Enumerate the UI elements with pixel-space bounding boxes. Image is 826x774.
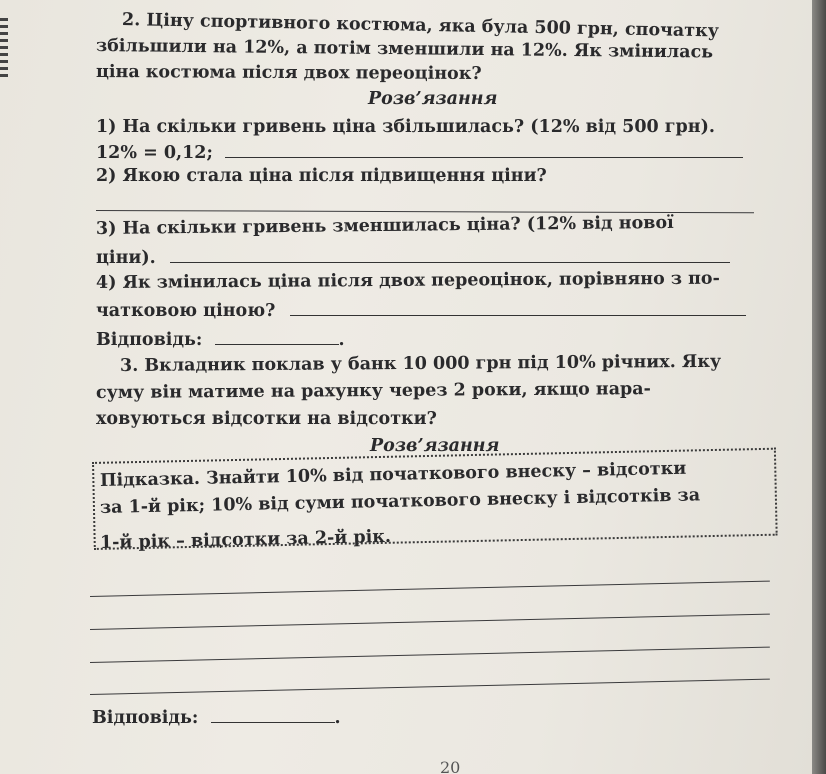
answer-blank[interactable] — [211, 706, 335, 723]
task2-line1: 2. Ціну спортивного костюма, яка була 500 грн, спочатку — [121, 10, 720, 42]
task3-line2: суму він матиме на рахунку через 2 роки, якщо нара- — [95, 379, 651, 403]
task3-line1: 3. Вкладник поклав у банк 10 000 грн під 10% річних. Яку — [119, 351, 722, 376]
task2-question2: 2) Якою стала ціна після підвищення ціни? — [96, 166, 547, 186]
answer-blank[interactable] — [215, 328, 339, 345]
task2-question3-line1: 3) На скільки гривень зменшилась ціна? (12% від нової — [95, 212, 674, 239]
hint-line3: 1-й рік – відсотки за 2-й рік. — [99, 526, 392, 553]
answer-blank[interactable] — [225, 141, 743, 158]
task2-line2: збільшили на 12%, а потім зменшили на 12%. Як змінилась — [95, 36, 714, 63]
task2-question4-line2: чатковою ціною? — [96, 299, 746, 322]
page-number: 20 — [440, 758, 461, 774]
task2-question1: 1) На скільки гривень ціна збільшилась? (12% від 500 грн). — [96, 117, 715, 137]
task3-answer: Відповідь: . — [92, 708, 341, 728]
task2-solution-heading: Розв’язання — [368, 89, 498, 109]
task2-line3: ціна костюма після двох переоцінок? — [95, 62, 482, 85]
answer-line[interactable] — [90, 614, 770, 630]
task3-solution-heading: Розв’язання — [370, 436, 500, 456]
task2-answer: Відповідь: . — [96, 330, 345, 350]
answer-line[interactable] — [90, 679, 770, 695]
hint-line1: Підказка. Знайти 10% від початкового внеску – відсотки — [99, 458, 687, 491]
page-edge — [812, 0, 826, 774]
dotted-margin-marks — [0, 18, 8, 78]
answer-line[interactable] — [90, 581, 770, 597]
task2-question1-calc: 12% = 0,12; — [96, 141, 743, 164]
task3-line3: ховуються відсотки на відсотки? — [96, 409, 437, 429]
task2-question4-line1: 4) Як змінилась ціна після двох переоцінок, порівняно з по- — [95, 268, 720, 293]
answer-blank[interactable] — [170, 246, 730, 263]
answer-blank[interactable] — [290, 299, 746, 316]
answer-line[interactable] — [90, 647, 770, 663]
hint-line2: за 1-й рік; 10% від суми початкового внеску і відсотків за — [99, 485, 701, 518]
task2-question3-line2: ціни). — [96, 246, 730, 269]
